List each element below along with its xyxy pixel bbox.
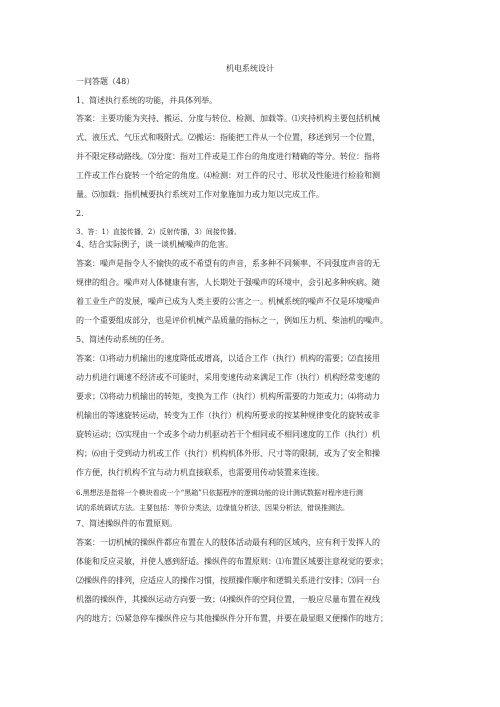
document-title: 机电系统设计 xyxy=(226,64,274,73)
question-4: 4、结合实际例子，谈一谈机械噪声的危害。 xyxy=(76,240,234,249)
answer-5-line: 作方便，执行机构不宜与动力机直接联系，也需要用传动装置来连接。 xyxy=(76,468,324,477)
answer-5-line: 动力机进行调速不经济或不可能时，采用变速传动来满足工作（执行）机构经常变速的 xyxy=(76,373,380,382)
item-2: 2. xyxy=(76,209,84,218)
section-heading: 一问答题（48） xyxy=(76,77,135,86)
answer-1-line: 并不限定移动路线。⑶分度：指对工件或是工作台的角度进行精确的等分。转位：指将 xyxy=(76,152,380,161)
answer-3: 3、答：1）直接传播，2）反射传播，3）间接传播。 xyxy=(76,228,241,236)
answer-1-line: 工件或工作台旋转一个给定的角度。⑷检测：对工件的尺寸、形状及性能进行检验和测 xyxy=(76,171,380,180)
answer-5-line: 机输出的等速旋转运动，转变为工作（执行）机构所要求的按某种规律变化的旋转或非 xyxy=(76,411,380,420)
question-7: 7、简述操纵件的布置原则。 xyxy=(76,519,178,528)
question-1: 1、简述执行系统的功能，并具体列举。 xyxy=(76,96,218,105)
answer-7-line: 答案：一切机械的操纵件都应布置在人的肢体活动最有利的区域内，应有利于发挥人的 xyxy=(76,538,380,547)
answer-7-line: 体能和反应灵敏，并使人感到舒适。操纵件的布置原则：⑴布置区域要注意视觉的要求； xyxy=(76,557,388,566)
item-6-line: 试的系统调试方法。主要包括：等价分类法，边缘值分析法，因果分析法，错误推测法。 xyxy=(76,504,349,512)
answer-4-line: 规律的组合。噪声对人体健康有害，人长期处于强噪声的环境中，会引起多种疾病。随 xyxy=(76,278,380,287)
answer-7-line: 机器的操纵件，其操纵运动方向要一致；⑷操纵件的空间位置，一般应尽量布置在视线 xyxy=(76,595,380,604)
answer-1-line: 答案：主要功能为夹持、搬运、分度与转位、检测、加载等。⑴夹持机构主要包括机械 xyxy=(76,114,380,123)
answer-4-line: 答案：噪声是指令人不愉快的或不希望有的声音，系多种不同频率、不同强度声音的无 xyxy=(76,259,380,268)
item-6-line: 6.黑想法是指将一个模块看成一个“黑箱”只依据程序的逻辑功能的设计测试数据对程序进行测 xyxy=(76,489,363,497)
answer-5-line: 要求；⑶将动力机输出的转矩，变换为工作（执行）机构所需要的力矩或力；⑷将动力 xyxy=(76,392,380,401)
answer-4-line: 的一个重要组成部分，也是评价机械产品质量的指标之一，例如压力机、柴油机的噪声。 xyxy=(76,316,388,325)
answer-1-line: 式、液压式、气压式和吸附式。⑵搬运：指能把工件从一个位置，移送到另一个位置， xyxy=(76,133,380,142)
answer-7-line: 内的地方；⑸紧急停车操纵件应与其他操纵件分开布置，并要在最显眼又便操作的地方； xyxy=(76,614,388,623)
question-5: 5、简述传动系统的任务。 xyxy=(76,335,170,344)
answer-7-line: ⑵操纵件的排列，应适应人的操作习惯，按照操作顺序和逻辑关系进行安排；⑶同一台 xyxy=(76,576,380,585)
answer-1-line: 量。⑸加载：指机械要执行系统对工作对象施加力或力矩以完成工作。 xyxy=(76,190,324,199)
answer-5-line: 答案：⑴将动力机输出的速度降低或增高，以适合工作（执行）机构的需要；⑵直接用 xyxy=(76,354,380,363)
answer-5-line: 旋转运动；⑸实现由一个或多个动力机驱动若干个相同或不相同速度的工作（执行）机 xyxy=(76,430,380,439)
answer-4-line: 着工业生产的发展，噪声已成为人类主要的公害之一。机械系统的噪声不仅是环境噪声 xyxy=(76,297,380,306)
answer-5-line: 构；⑹由于受到动力机或工作（执行）机构机体外形、尺寸等的限制，或为了安全和操 xyxy=(76,449,380,458)
